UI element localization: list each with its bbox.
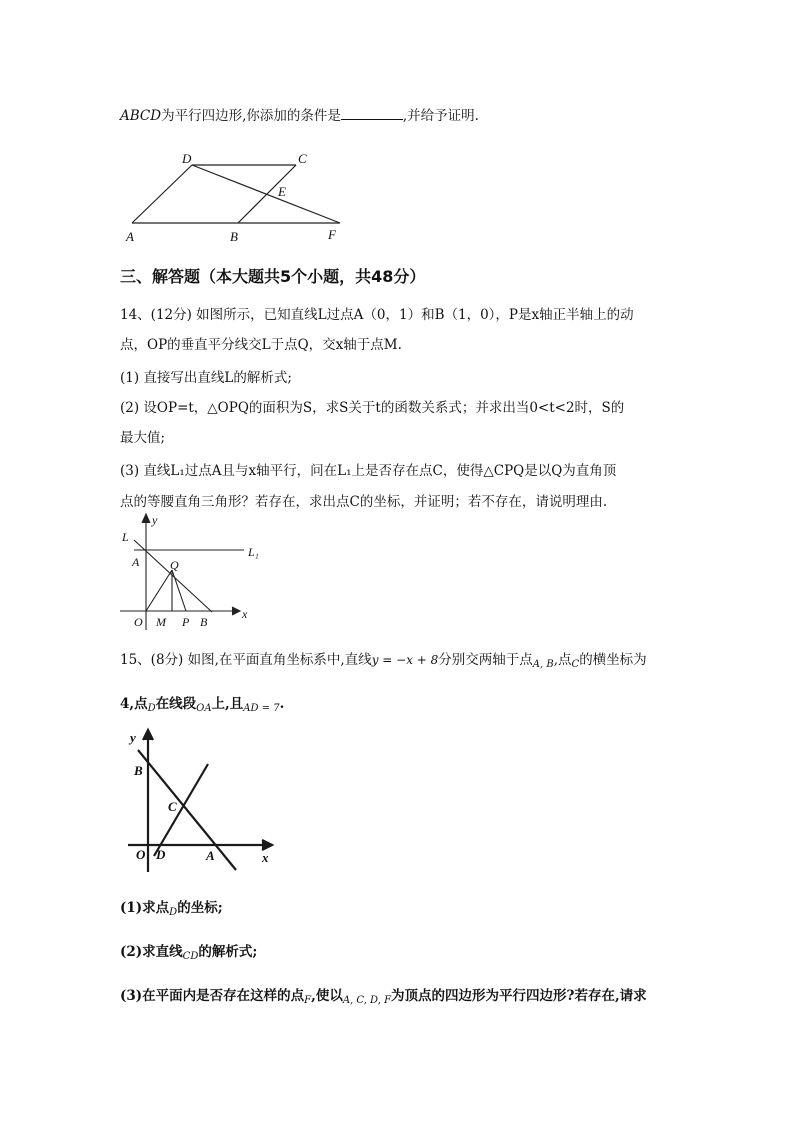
- q15-p3-a: (3)在平面内是否存在这样的点: [120, 988, 305, 1004]
- label-x: x: [242, 607, 248, 621]
- label-E: E: [278, 184, 286, 199]
- q15-p2-line: CD: [182, 951, 199, 962]
- label-O: O: [134, 615, 143, 629]
- seg-QP: [172, 570, 186, 611]
- q15-l2-c: 上,且: [211, 696, 244, 712]
- label-O: O: [136, 847, 146, 862]
- label-C: C: [298, 151, 307, 166]
- q15-p3-point: F: [304, 995, 312, 1006]
- figure-parallelogram: [120, 145, 350, 245]
- label-B: B: [200, 615, 208, 629]
- q15-p1-b: 的坐标;: [177, 900, 223, 916]
- q15-seg-oa: OA: [196, 703, 212, 714]
- q15-part1: [120, 896, 223, 918]
- q15-line1: [120, 648, 647, 670]
- label-L: L: [122, 530, 129, 544]
- label-C: C: [168, 799, 177, 814]
- label-y: y: [130, 730, 136, 745]
- q15-l2-b: 在线段: [155, 696, 197, 712]
- q15-text-a: 15、(8分) 如图,在平面直角坐标系中,直线: [120, 652, 372, 668]
- label-F: F: [328, 227, 336, 242]
- q14-intro-line1: 14、(12分) 如图所示，已知直线L过点A（0，1）和B（1，0），P是x轴正半轴上的动: [120, 307, 634, 323]
- label-M: M: [156, 615, 166, 629]
- label-D: D: [156, 847, 166, 862]
- q14-part3-line2: 点的等腰直角三角形？若存在，求出点C的坐标，并证明；若不存在，请说明理由.: [120, 494, 608, 510]
- q15-text-c: ,点: [553, 652, 572, 668]
- q14-part1: (1) 直接写出直线L的解析式;: [120, 370, 292, 386]
- label-y: y: [152, 513, 158, 527]
- line-AB: [138, 750, 236, 870]
- label-P: P: [182, 615, 190, 629]
- label-L1: L₁: [248, 545, 259, 559]
- y-arrow: [142, 514, 150, 523]
- q15-p3-points: A, C, D, F: [342, 995, 392, 1006]
- q15-text-d: 的横坐标为: [579, 652, 647, 668]
- label-x: x: [262, 850, 269, 865]
- answer-blank[interactable]: [341, 107, 403, 120]
- q13-suffix: ,并给予证明.: [402, 108, 479, 124]
- q15-l2-d: .: [279, 696, 285, 712]
- q15-part2: [120, 940, 257, 962]
- parallelogram-name: ABCD: [120, 108, 162, 124]
- seg-OQ: [146, 570, 172, 611]
- label-B: B: [230, 229, 238, 244]
- q15-point-c: C: [571, 659, 580, 670]
- q15-text-b: 分别交两轴于点: [438, 652, 533, 668]
- label-Q: Q: [170, 558, 179, 572]
- q15-part3: [120, 984, 647, 1006]
- figure-q14-axes: [116, 512, 266, 634]
- figure-q15-axes: [126, 726, 286, 876]
- x-arrow: [232, 607, 240, 615]
- label-A: A: [206, 848, 215, 863]
- q15-p3-c: 为顶点的四边形为平行四边形?若存在,请求: [391, 988, 647, 1004]
- label-B: B: [134, 763, 143, 778]
- q14-part3-line1: (3) 直线L₁过点A且与x轴平行，问在L₁上是否存在点C，使得△CPQ是以Q为直角顶: [120, 463, 617, 479]
- label-A: A: [126, 229, 134, 244]
- q15-p1-point: D: [169, 907, 178, 918]
- q15-eq-ad: AD = 7: [243, 703, 280, 714]
- q15-p2-a: (2)求直线: [120, 944, 183, 960]
- q13-text: 为平行四边形,你添加的条件是: [161, 108, 341, 124]
- q15-p2-b: 的解析式;: [198, 944, 258, 960]
- x-arrow: [262, 840, 272, 850]
- q15-p3-b: ,使以: [311, 988, 343, 1004]
- label-A: A: [132, 555, 140, 569]
- label-D: D: [182, 151, 192, 166]
- q15-equation: y = −x + 8: [371, 653, 439, 667]
- y-arrow: [143, 730, 153, 740]
- q15-points-ab: A, B: [532, 659, 554, 670]
- q15-line2: [120, 692, 284, 714]
- q15-p1-a: (1)求点: [120, 900, 170, 916]
- q14-intro-line2: 点，OP的垂直平分线交L于点Q，交x轴于点M.: [120, 337, 402, 353]
- q14-part2-line2: 最大值;: [120, 430, 166, 446]
- section-header: 三、解答题（本大题共5个小题，共48分）: [120, 267, 426, 286]
- q13-condition-line: [120, 104, 479, 124]
- q15-point-d: D: [147, 703, 156, 714]
- q15-l2-a: 4,点: [120, 696, 148, 712]
- q14-part2-line1: (2) 设OP=t，△OPQ的面积为S，求S关于t的函数关系式；并求出当0<t<2时，S的: [120, 400, 625, 416]
